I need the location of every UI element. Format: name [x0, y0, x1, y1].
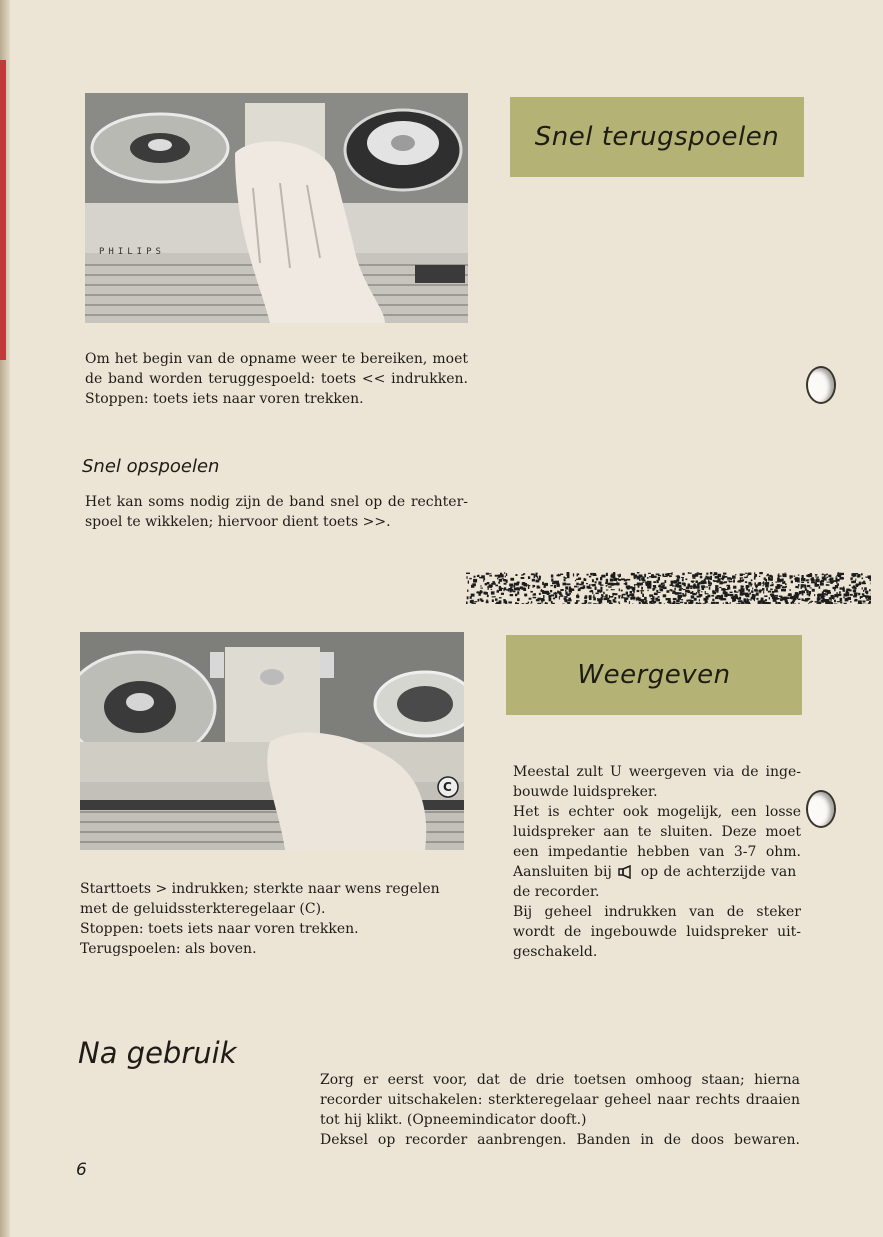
forward-line: Het kan soms nodig zijn de band snel op de rechter- [85, 494, 468, 510]
binder-hole-bottom [806, 790, 836, 828]
volume-marker-label: C [443, 780, 452, 794]
heading-after-use: Na gebruik [78, 1036, 237, 1070]
play-line: met de geluidssterkteregelaar (C). [80, 901, 326, 917]
play-line: Stoppen: toets iets naar voren trekken. [80, 921, 359, 937]
rewind-line: de band worden teruggespoeld: toets << indrukken. [85, 371, 468, 387]
page-number: 6 [76, 1160, 87, 1180]
play-text-left [80, 879, 464, 959]
heading-forward: Snel opspoelen [82, 456, 220, 477]
brand-label: PHILIPS [99, 247, 165, 257]
speckle-divider [466, 572, 871, 604]
forward-text [85, 492, 468, 532]
play-right-line: wordt de ingebouwde luidspreker uit- [513, 924, 801, 940]
play-right-line: bouwde luidspreker. [513, 784, 658, 800]
photo-play [80, 632, 464, 850]
photo-rewind [85, 93, 468, 323]
rewind-text [85, 349, 468, 409]
play-right-line: een impedantie hebben van 3-7 ohm. [513, 844, 801, 860]
connect-suffix: op de achterzijde van [640, 864, 797, 880]
banner-rewind [510, 97, 804, 177]
play-right-line: Het is echter ook mogelijk, een losse [513, 804, 801, 820]
play-right-line: de recorder. [513, 884, 600, 900]
after-use-text [320, 1070, 800, 1150]
play-line: Starttoets > indrukken; sterkte naar wens regelen [80, 881, 440, 897]
play-right-line: luidspreker aan te sluiten. Deze moet [513, 824, 801, 840]
forward-line: spoel te wikkelen; hiervoor dient toets >>. [85, 514, 391, 530]
tape-recorder-image [85, 93, 468, 323]
play-line: Terugspoelen: als boven. [80, 941, 257, 957]
after-line: tot hij klikt. (Opneemindicator dooft.) [320, 1112, 587, 1128]
heading-play: Weergeven [577, 660, 731, 690]
banner-play [506, 635, 802, 715]
after-line: Zorg er eerst voor, dat de drie toetsen omhoog staan; hierna [320, 1072, 800, 1088]
connect-line [513, 862, 801, 882]
play-right-line: Meestal zult U weergeven via de inge- [513, 764, 801, 780]
heading-rewind: Snel terugspoelen [534, 122, 780, 152]
red-index-tab [0, 60, 6, 360]
tape-recorder-play-image [80, 632, 464, 850]
speaker-icon [617, 865, 635, 879]
after-line: Deksel op recorder aanbrengen. Banden in de doos bewaren. [320, 1132, 800, 1148]
rewind-line: Stoppen: toets iets naar voren trekken. [85, 391, 364, 407]
play-right-line: Bij geheel indrukken van de steker [513, 904, 801, 920]
connect-prefix: Aansluiten bij [513, 864, 612, 880]
binder-hole-top [806, 366, 836, 404]
play-right-line: geschakeld. [513, 944, 598, 960]
after-line: recorder uitschakelen: sterkteregelaar geheel naar rechts draaien [320, 1092, 800, 1108]
play-text-right [513, 762, 801, 962]
rewind-line: Om het begin van de opname weer te bereiken, moet [85, 351, 468, 367]
